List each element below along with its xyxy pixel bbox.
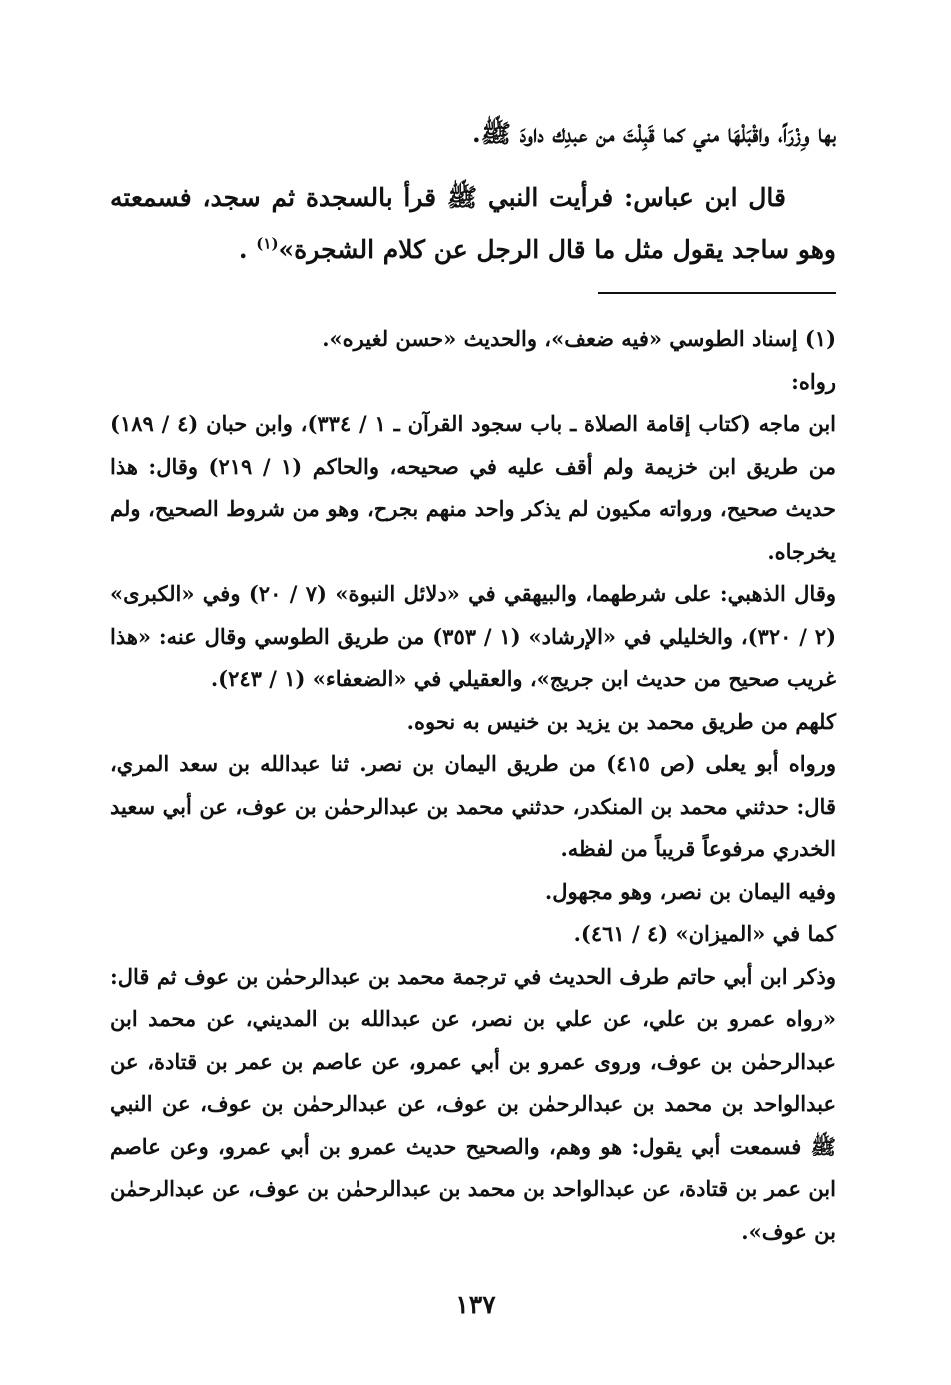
footnote-line: كما في «الميزان» (٤ / ٤٦١). <box>573 921 836 946</box>
footnote-line: ورواه أبو يعلى (ص ٤١٥) من طريق اليمان بن نصر. ثنا عبدالله بن سعد المري، قال: حدثني محمد بن المنكدر، حدثني محمد بن عبدالرحمٰن بن عوف، عن أبي سعيد الخدري مرفوعاً قريباً من لفظه. <box>110 751 836 861</box>
footnote-separator <box>598 292 836 294</box>
footnote-line: وفيه اليمان بن نصر، وهو مجهول. <box>544 878 836 904</box>
footnote-line: وذكر ابن أبي حاتم طرف الحديث في ترجمة محمد بن عبدالرحمٰن بن عوف ثم قال: «رواه عمرو بن علي، عن علي بن نصر، عن عبدالله بن المديني، عن محمد ابن عبدالرحمٰن بن عوف، وروى عمرو بن أبي عمرو، عن عاصم بن عمر بن قتادة، عن عبدالواحد بن محمد بن عبدالرحمٰن بن عوف، عن عبدالرحمٰن بن عوف، عن النبي ﷺ فسمعت أبي يقول: هو وهم، والصحيح حديث عمرو بن أبي عمرو، وعن عاصم ابن عمر بن قتادة، عن عبدالواحد بن محمد بن عبدالرحمٰن بن عوف، عن عبدالرحمٰن بن عوف». <box>110 963 836 1244</box>
main-paragraph-text: قال ابن عباس: فرأيت النبي ﷺ قرأ بالسجدة ثم سجد، فسمعته وهو ساجد يقول مثل ما قال الرجل عن كلام الشجرة» <box>110 183 836 264</box>
main-text <box>110 108 836 276</box>
footnote-line: ابن ماجه (كتاب إقامة الصلاة ـ باب سجود القرآن ـ ١ / ٣٣٤)، وابن حبان (٤ / ١٨٩) من طريق ابن خزيمة ولم أقف عليه في صحيحه، والحاكم (١ / ٢١٩) وقال: هذا حديث صحيح، ورواته مكيون لم يذكر واحد منهم بجرح، وهو من شروط الصحيح، ولم يخرجاه. <box>110 411 837 564</box>
footnote-line: رواه: <box>791 368 836 394</box>
footnote-line: وقال الذهبي: على شرطهما، والبيهقي في «دلائل النبوة» (٧ / ٢٠) وفي «الكبرى» (٢ / ٣٢٠)، والخليلي في «الإرشاد» (١ / ٣٥٣) من طريق الطوسي وقال عنه: «هذا غريب صحيح من حديث ابن جريج»، والعقيلي في «الضعفاء» (١ / ٢٤٣). <box>110 581 837 691</box>
footnote-reference[interactable]: (١) <box>256 234 279 253</box>
page-number: ١٣٧ <box>455 1290 496 1319</box>
main-line-continuation: بها وِزْرَاً، واقْبَلْهَا مني كما قَبِلْتَ من عبدِك داودَ ﷺ. <box>471 119 836 148</box>
footnote-line: كلهم من طريق محمد بن يزيد بن خنيس به نحوه. <box>406 708 836 734</box>
main-paragraph-end: . <box>238 235 257 264</box>
footnote-line: (١) إسناد الطوسي «فيه ضعف»، والحديث «حسن لغيره». <box>322 326 836 351</box>
main-paragraph <box>110 172 836 276</box>
footnote <box>110 318 836 1253</box>
